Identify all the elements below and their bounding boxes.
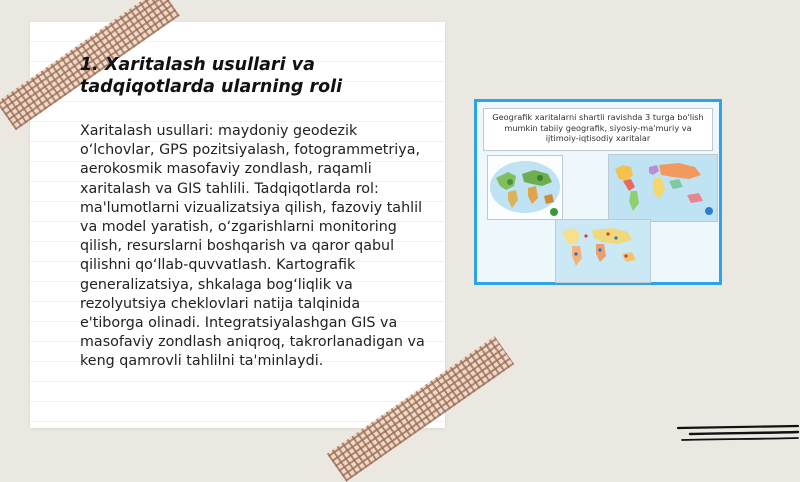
slide-title: 1. Xaritalash usullari va tadqiqotlarda ularning roli	[80, 55, 343, 97]
slide-body-text: Xaritalash usullari: maydoniy geodezik o‘lchovlar, GPS pozitsiyalash, fotogrammetriya, aerokosmik masofaviy zondlash, raqamli xaritalash va GIS tahlili. Tadqiqotlarda rol: ma'lumotlarni vizualizatsiya qilish, fazoviy tahlil va model yaratish, o‘zgarishlarni monitoring qilish, resurslarni boshqarish va qaror qabul qilishni qo‘llab-quvvatlash. Kartografik generalizatsiya, shkalaga bog‘liqlik va rezolyutsiya cheklovlari natija talqinida e'tiborga olinadi. Integratsiyalashgan GIS va masofaviy zondlash aniqroq, takrorlanadigan va keng qamrovli tahlilni ta'minlaydi.	[80, 123, 425, 370]
natural-geographic-map	[487, 155, 563, 220]
socio-economic-map	[555, 219, 651, 283]
political-administrative-map	[608, 154, 718, 222]
figure-caption: Geografik xaritalarni shartli ravishda 3 turga bo'lish mumkin tabiiy geografik, siyosiy-ma'muriy va ijtimoiy-iqtisodiy xaritalar	[483, 108, 713, 151]
decorative-lines	[676, 420, 800, 450]
maps-figure	[474, 99, 722, 285]
